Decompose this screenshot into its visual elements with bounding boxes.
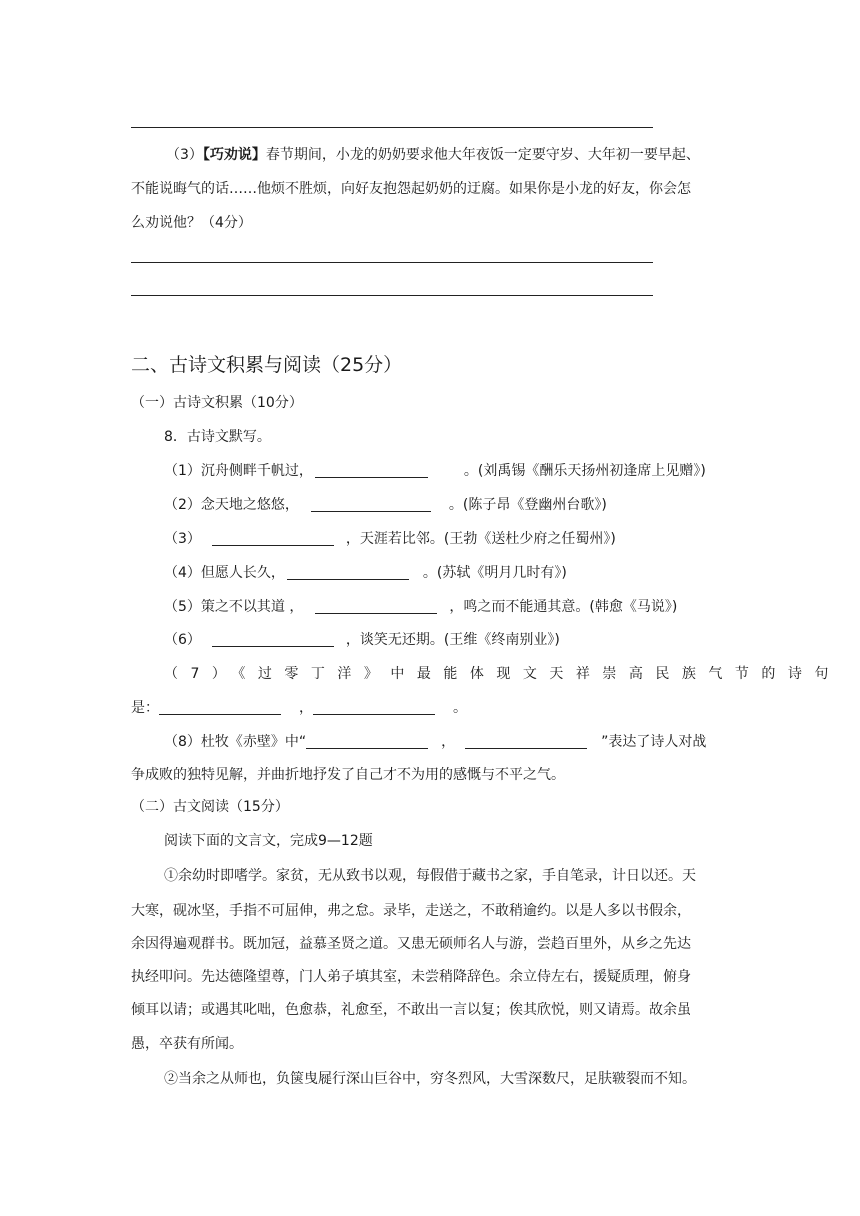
passage-line: 大寒，砚冰坚，手指不可屈伸，弗之怠。录毕，走送之，不敢稍逾约。以是人多以书假余， bbox=[131, 903, 691, 919]
item-2-source: 。(陈子昂《登幽州台歌》) bbox=[448, 497, 607, 513]
item-7-prompt: 是： bbox=[131, 700, 159, 716]
passage-line: 倾耳以请；或遇其叱咄，色愈恭，礼愈至，不敢出一言以复；俟其欣悦，则又请焉。故余虽 bbox=[131, 1002, 691, 1018]
item-8-line-2: 争成败的独特见解，并曲折地抒发了自己才不为用的感慨与不平之气。 bbox=[131, 767, 565, 783]
fill-blank[interactable] bbox=[287, 563, 409, 580]
item-8-line-1 bbox=[164, 732, 706, 752]
item-7-comma: ， bbox=[299, 700, 313, 716]
item-1-prompt: （1）沉舟侧畔千帆过， bbox=[164, 463, 313, 479]
fill-blank[interactable] bbox=[159, 698, 281, 715]
passage-line: 余因得遍观群书。既加冠，益慕圣贤之道。又患无硕师名人与游，尝趋百里外，从乡之先达 bbox=[131, 936, 691, 952]
fill-blank[interactable] bbox=[315, 461, 428, 478]
question-3-line-1 bbox=[166, 145, 700, 165]
answer-line bbox=[131, 262, 653, 263]
passage-line: 愚，卒获有所闻。 bbox=[131, 1036, 243, 1052]
part-1-title: （一）古诗文积累（10分） bbox=[131, 395, 303, 411]
item-5-source: ，鸣之而不能通其意。(韩愈《马说》) bbox=[449, 599, 678, 615]
item-6 bbox=[164, 630, 560, 650]
item-4-source: 。(苏轼《明月几时有》) bbox=[422, 565, 567, 581]
item-7-line-2 bbox=[131, 698, 467, 718]
fill-blank[interactable] bbox=[465, 732, 587, 749]
item-7-end: 。 bbox=[453, 700, 467, 716]
item-8-prompt: （8）杜牧《赤壁》中“ bbox=[164, 734, 307, 750]
item-3-prompt: （3） bbox=[164, 531, 201, 547]
fill-blank[interactable] bbox=[311, 495, 431, 512]
question-3-text-start: 春节期间，小龙的奶奶要求他大年夜饭一定要守岁、大年初一要早起、 bbox=[265, 147, 700, 163]
item-6-source: ，谈笑无还期。(王维《终南别业》) bbox=[345, 632, 560, 648]
question-3-line-3: 么劝说他？（4分） bbox=[131, 215, 252, 231]
item-7-line-1: （7）《过零丁洋》中最能体现文天祥崇高民族气节的诗句 bbox=[164, 666, 841, 682]
item-8-end: ”表达了诗人对战 bbox=[601, 734, 707, 750]
passage-line: ②当余之从师也，负箧曳屣行深山巨谷中，穷冬烈风，大雪深数尺，足肤皲裂而不知。 bbox=[164, 1071, 696, 1087]
answer-line bbox=[131, 127, 653, 128]
passage-line: 执经叩问。先达德隆望尊，门人弟子填其室，未尝稍降辞色。余立侍左右，援疑质理，俯身 bbox=[131, 969, 691, 985]
item-3-source: ，天涯若比邻。(王勃《送杜少府之任蜀州》) bbox=[345, 531, 616, 547]
part-2-title: （二）古文阅读（15分） bbox=[131, 799, 289, 815]
item-1 bbox=[164, 461, 706, 481]
item-4 bbox=[164, 563, 567, 583]
item-8-comma: ， bbox=[441, 734, 456, 750]
fill-blank[interactable] bbox=[313, 698, 435, 715]
item-3 bbox=[164, 529, 616, 549]
item-2 bbox=[164, 495, 607, 515]
question-3-line-2: 不能说晦气的话……他烦不胜烦，向好友抱怨起奶奶的迂腐。如果你是小龙的好友，你会怎 bbox=[131, 181, 691, 197]
item-2-prompt: （2）念天地之悠悠， bbox=[164, 497, 299, 513]
item-5-prompt: （5）策之不以其道 ， bbox=[164, 599, 304, 615]
item-4-prompt: （4）但愿人长久， bbox=[164, 565, 285, 581]
answer-line bbox=[131, 295, 653, 296]
section-2-title: 二、古诗文积累与阅读（25分） bbox=[131, 354, 403, 376]
question-8-title: 8．古诗文默写。 bbox=[164, 429, 271, 445]
reading-intro: 阅读下面的文言文，完成9—12题 bbox=[164, 833, 373, 849]
fill-blank[interactable] bbox=[212, 630, 334, 647]
item-1-source: 。(刘禹锡《酬乐天扬州初逢席上见赠》) bbox=[463, 463, 706, 479]
fill-blank[interactable] bbox=[306, 732, 428, 749]
question-3-number: （3） bbox=[166, 147, 203, 163]
fill-blank[interactable] bbox=[212, 529, 334, 546]
passage-line: ①余幼时即嗜学。家贫，无从致书以观，每假借于藏书之家，手自笔录，计日以还。天 bbox=[164, 868, 696, 884]
item-5 bbox=[164, 597, 677, 617]
item-6-prompt: （6） bbox=[164, 632, 201, 648]
fill-blank[interactable] bbox=[315, 597, 437, 614]
question-3-tag: 【巧劝说】 bbox=[202, 147, 266, 163]
